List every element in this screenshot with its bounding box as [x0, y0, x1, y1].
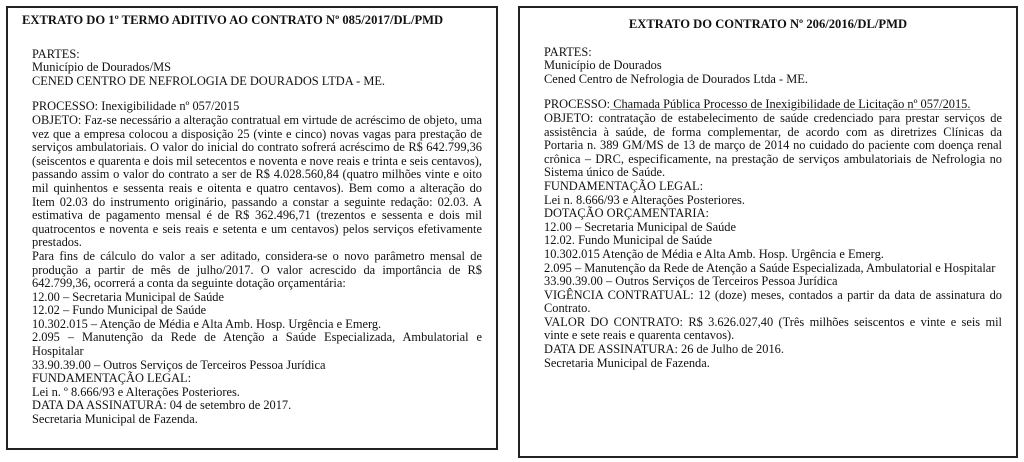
- dotacao-line: 12.00 – Secretaria Municipal de Saúde: [32, 289, 224, 304]
- calculo-paragraph: Para fins de cálculo do valor a ser aditado, considera-se o novo parâmetro mensal de produção a partir de mês de julho/2017. O valor acrescido da importância de R$ 642.799,36, ocorrerá a conta da seguinte dotação orçamentária:: [32, 248, 482, 291]
- secretaria: Secretaria Municipal de Fazenda.: [32, 412, 198, 427]
- processo-label: PROCESSO:: [544, 97, 611, 112]
- data-assinatura: DATA DA ASSINATURA: 04 de setembro de 2017.: [32, 398, 292, 413]
- objeto: OBJETO: contratação de estabelecimento de saúde credenciado para prestar serviços de assistência à saúde, de forma complementar, de acordo com as diretrizes Clínicas da Portaria n. 389 GM/MS de 13 de março de 2014 no cuidado do paciente com doença renal crônica – DRC, especificamente, na prestação de serviços ambulatoriais de Nefrologia no Sistema único de Saúde.: [544, 110, 1002, 180]
- extract-title: EXTRATO DO CONTRATO Nº 206/2016/DL/PMD: [628, 17, 908, 31]
- partes-label: PARTES:: [544, 44, 592, 59]
- dotacao-line: 10.302.015 Atenção de Média e Alta Amb. Hosp. Urgência e Emerg.: [544, 246, 884, 261]
- parte-1: Município de Dourados/MS: [32, 60, 172, 75]
- vigencia: VIGÊNCIA CONTRATUAL: 12 (doze) meses, contados a partir da data de assinatura do Contrato.: [544, 287, 1002, 316]
- fundamentacao-label: FUNDAMENTAÇÃO LEGAL:: [544, 178, 704, 193]
- fundamentacao: Lei n. º 8.666/93 e Alterações Posteriores.: [32, 384, 240, 399]
- fundamentacao-label: FUNDAMENTAÇÃO LEGAL:: [32, 371, 192, 386]
- secretaria: Secretaria Municipal de Fazenda.: [544, 355, 710, 370]
- processo: PROCESSO: Inexigibilidade nº 057/2015: [32, 99, 240, 114]
- objeto: OBJETO: Faz-se necessário a alteração contratual em virtude de acréscimo de objeto, uma vez que a empresa colocou a disposição 25 (vinte e cinco) novas vagas para prestação de serviços ambulatoriais. O valor do inicial do contrato sofrerá acréscimo de R$ 642.799,36 (seiscentos e quarenta e dois mil setecentos e noventa e nove reais e trinta e seis centavos), passando assim o valor do contrato a ser de R$ 4.028.560,84 (quatro milhões vinte e oito mil quinhentos e sessenta reais e oitenta e quatro centavos). Bem como a alteração do Item 02.03 do instrumento originário, passando a constar a seguinte redação: 02.03. A estimativa de pagamento mensal é de R$ 362.496,71 (trezentos e sessenta e dois mil quatrocentos e noventa e seis reais e setenta e um centavos) pelos serviços efetivamente prestados.: [32, 112, 482, 250]
- dotacao-line: 12.02. Fundo Municipal de Saúde: [544, 233, 712, 248]
- dotacao-line: 10.302.015 – Atenção de Média e Alta Amb. Hosp. Urgência e Emerg.: [32, 316, 382, 331]
- extract-title: EXTRATO DO 1º TERMO ADITIVO AO CONTRATO Nº 085/2017/DL/PMD: [22, 13, 444, 27]
- partes-label: PARTES:: [32, 46, 80, 61]
- dotacao-line: 33.90.39.00 – Outros Serviços de Terceiros Pessoa Jurídica: [544, 274, 838, 289]
- fundamentacao: Lei n. 8.666/93 e Alterações Posteriores.: [544, 192, 745, 207]
- dotacao-line: 12.00 – Secretaria Municipal de Saúde: [544, 219, 736, 234]
- processo-text: Chamada Pública Processo de Inexigibilidade de Licitação nº 057/2015.: [610, 97, 971, 112]
- extract-box-right: [518, 6, 1018, 458]
- dotacao-label: DOTAÇÃO ORÇAMENTARIA:: [544, 206, 709, 221]
- dotacao-line: 2.095 – Manutenção da Rede de Atenção a Saúde Especializada, Ambulatorial e Hospitalar: [32, 330, 482, 359]
- extract-box-left: [6, 6, 498, 450]
- data-assinatura: DATA DE ASSINATURA: 26 de Julho de 2016.: [544, 342, 784, 357]
- dotacao-line: 12.02 – Fundo Municipal de Saúde: [32, 303, 207, 318]
- dotacao-line: 33.90.39.00 – Outros Serviços de Terceiros Pessoa Jurídica: [32, 357, 326, 372]
- dotacao-line: 2.095 – Manutenção da Rede de Atenção a Saúde Especializada, Ambulatorial e Hospitalar: [544, 260, 996, 275]
- processo: [534, 98, 1002, 112]
- valor-contrato: VALOR DO CONTRATO: R$ 3.626.027,40 (Três milhões seiscentos e vinte e seis mil vinte e sete reais e quarenta centavos).: [544, 314, 1002, 343]
- parte-2: CENED CENTRO DE NEFROLOGIA DE DOURADOS LTDA - ME.: [32, 73, 386, 88]
- parte-1: Município de Dourados: [544, 58, 662, 73]
- parte-2: Cened Centro de Nefrologia de Dourados Ltda - ME.: [544, 71, 808, 86]
